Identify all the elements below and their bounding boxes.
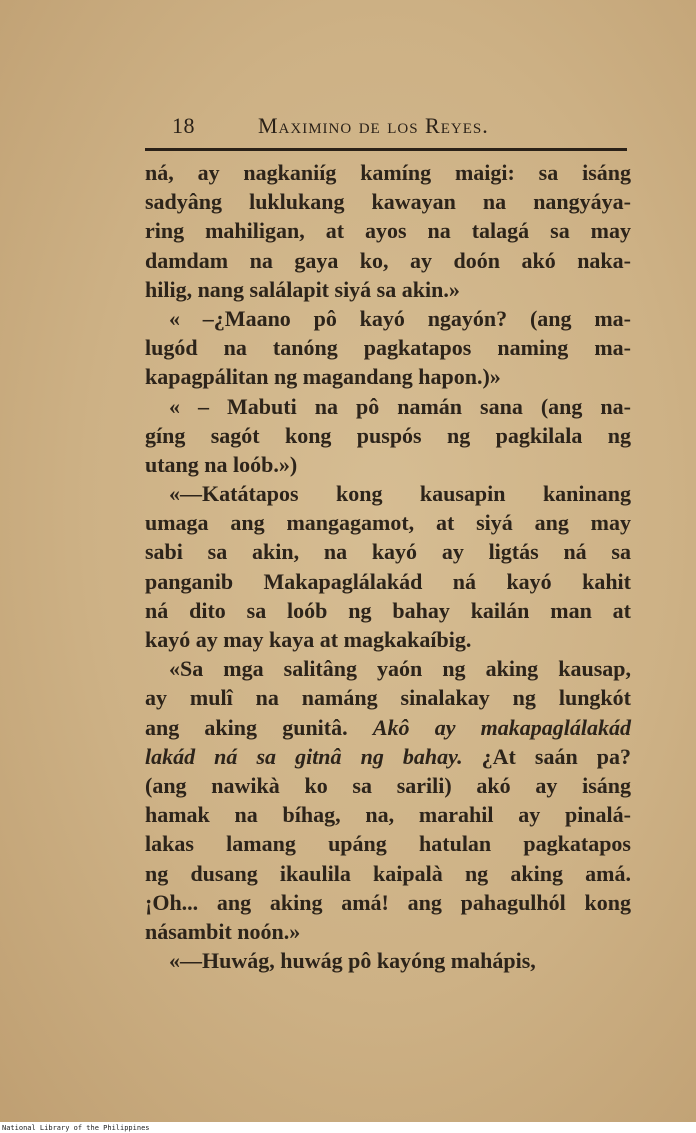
running-title: Maximino de los Reyes. [258,113,489,138]
text-line: násambit noón.» [145,918,301,944]
text-line: panganib Makapaglálakád ná kayó kahit [145,568,631,594]
library-credit: National Library of the Philippines [2,1124,150,1132]
text-line: kapagpálitan ng magandang hapon.)» [145,364,501,390]
body-text [145,158,631,975]
header-rule [145,148,627,151]
text-line: lakas lamang upáng hatulan pagkatapos [145,831,631,857]
text-line: ang aking gunitâ. Akô ay makapaglálakád [145,714,631,740]
text-line: hamak na bíhag, na, marahil ay pinalá- [145,802,631,828]
text-line: umaga ang mangagamot, at siyá ang may [145,510,631,536]
text-line: (ang nawikà ko sa sarili) akó ay isáng [145,772,631,798]
text-line: « – Mabuti na pô namán sana (ang na- [169,393,631,419]
text-line: sadyâng luklukang kawayan na nangyáya- [145,189,631,215]
text-line: «—Katátapos kong kausapin kaninang [169,481,631,507]
text-line: ay mulî na namáng sinalakay ng lungkót [145,685,631,711]
text-line: utang na loób.») [145,451,298,477]
text-line: damdam na gaya ko, ay doón akó naka- [145,247,631,273]
text-line: gíng sagót kong puspós ng pagkilala ng [145,422,631,448]
text-line: hilig, nang salálapit siyá sa akin.» [145,276,460,302]
text-line: «—Huwág, huwág pô kayóng mahápis, [169,948,536,974]
text-line: lugód na tanóng pagkatapos naming ma- [145,335,631,361]
text-line: ná dito sa loób ng bahay kailán man at [145,597,631,623]
text-line: «Sa mga salitâng yaón ng aking kausap, [169,656,631,682]
text-line: ring mahiligan, at ayos na talagá sa may [145,218,631,244]
text-line: sabi sa akin, na kayó ay ligtás ná sa [145,539,631,565]
text-line: ná, ay nagkaniíg kamíng maigi: sa isáng [145,160,631,185]
text-line: « –¿Maano pô kayó ngayón? (ang ma- [169,305,631,331]
text-line: kayó ay may kaya at magkakaíbig. [145,627,472,652]
page-number: 18 [172,113,195,138]
text-line: ¡Oh... ang aking amá! ang pahagulhól kong [145,889,631,915]
page-header [172,113,627,143]
text-line: lakád ná sa gitnâ ng bahay. ¿At saán pa? [145,743,631,769]
text-line: ng dusang ikaulila kaipalà ng aking amá. [145,860,631,886]
